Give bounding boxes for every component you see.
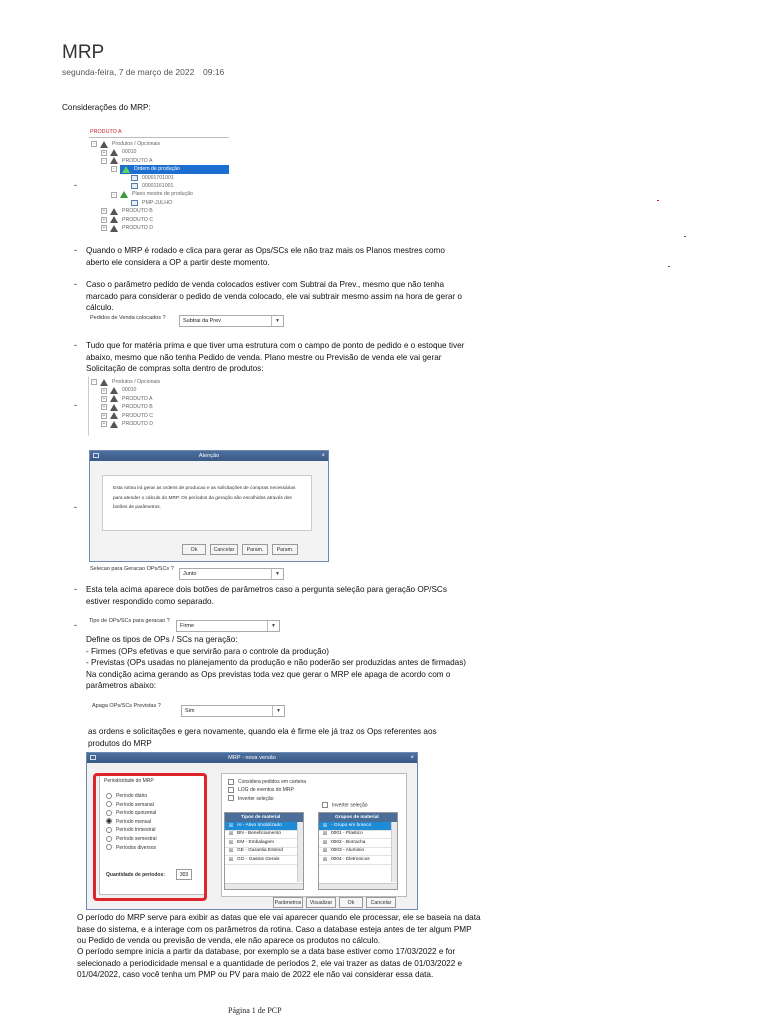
qty-label: Quantidade de períodos: [106, 872, 165, 878]
page-date: segunda-feira, 7 de março de 2022 [62, 67, 195, 77]
bullet-dash: - [74, 620, 77, 630]
apaga-select[interactable]: Sim ▼ [181, 705, 285, 717]
tipo-select[interactable]: Firme ▼ [176, 620, 280, 632]
chevron-down-icon: ▼ [267, 621, 279, 631]
param-button-1[interactable]: Param. [242, 544, 268, 555]
window-icon [90, 755, 96, 760]
param-button-2[interactable]: Param. [272, 544, 298, 555]
atencao-dialog [89, 450, 329, 562]
tree-node[interactable]: + PRODUTO C [102, 216, 154, 223]
bullet-dash: - [74, 340, 77, 350]
radio-period-diario[interactable]: Período diário [106, 792, 206, 801]
page-title: MRP [62, 42, 105, 63]
chevron-down-icon: ▼ [271, 569, 283, 579]
tree-node[interactable]: - PRODUTO A [89, 157, 229, 165]
stray-mark [657, 200, 659, 201]
bullet-dash: - [74, 584, 77, 594]
considera-pedidos-checkbox[interactable]: Considera pedidos em carteira [228, 778, 406, 786]
tree-screenshot-2 [88, 376, 230, 436]
scrollbar[interactable] [319, 883, 397, 889]
tree-node-selected[interactable]: - Ordem de produção [89, 165, 229, 173]
field-label: Tipo de OPs/SCs para geracao ? [89, 618, 170, 624]
dialog-message: Esta rotina irá gerar as ordens de producao e as solicitações de compras necessárias para atender o cálculo do MRP. Os períodos da geração são escolhidos através dos botões de parâmetros. [102, 475, 312, 531]
dialog-titlebar: MRP - nova versão × [87, 753, 417, 763]
bullet-dash: - [74, 180, 77, 190]
intro-heading: Considerações do MRP: [62, 103, 151, 112]
field-label: Apaga OPs/SCs Previstas ? [92, 703, 161, 709]
tree-node[interactable]: 00001701001 [89, 174, 229, 182]
radio-period-trimestral[interactable]: Período trimestral [106, 826, 206, 835]
table-row[interactable]: ☒ GG - Gastos Gerais [225, 856, 303, 865]
tree-node[interactable]: 00001161001 [89, 182, 229, 190]
close-icon[interactable]: × [321, 453, 325, 459]
scrollbar[interactable] [225, 883, 303, 889]
tipos-material-grid [224, 812, 304, 890]
table-row[interactable]: ☒ GE - Garantia Estend [225, 848, 303, 857]
parametros-button[interactable]: Parâmetros [273, 897, 303, 908]
paragraph-6: as ordens e solicitações e gera novamente, quando ela é firme ele já traz os Ops referentes aos produtos do MRP [88, 727, 437, 748]
tree-node[interactable]: + PRODUTO B [102, 208, 153, 215]
tree-header: PRODUTO A [89, 127, 229, 138]
tree-screenshot-1 [88, 126, 230, 238]
grupos-material-grid [318, 812, 398, 890]
table-row[interactable]: ☒ 0004 - Eletronicos [319, 856, 397, 865]
stray-mark [668, 266, 670, 267]
radio-period-semestral[interactable]: Período semestral [106, 835, 206, 844]
page-footer: Página 1 de PCP [228, 1006, 282, 1015]
tree-node[interactable]: + PRODUTO B [102, 404, 153, 411]
radio-period-diversos[interactable]: Períodos diversos [106, 844, 206, 853]
tree-node[interactable]: PMP-JULHO [89, 199, 229, 207]
table-row[interactable]: ☒ 0003 - Aluminio [319, 848, 397, 857]
paragraph-1: Quando o MRP é rodado e clica para gerar as Ops/SCs ele não traz mais os Planos mestres como aberto ele considera a OP a partir deste momento. [86, 246, 445, 267]
qty-input[interactable]: 303 [176, 869, 192, 880]
tree-node[interactable]: + PRODUTO C [102, 412, 154, 419]
log-eventos-checkbox[interactable]: LOG de eventos do MRP [228, 786, 406, 794]
table-row[interactable]: ☒ EM - Embalagem [225, 839, 303, 848]
chevron-down-icon: ▼ [271, 316, 283, 326]
paragraph-3: Tudo que for matéria prima e que tiver uma estrutura com o campo de ponto de pedido e o estoque tiver abaixo, mesmo que não tenha Pedido de venda. Plano mestre ou Previsão de venda ele vai gerar Solicitação de compras solta dentro de produtos: [86, 341, 465, 374]
selecao-select[interactable]: Junto ▼ [179, 568, 284, 580]
chevron-down-icon: ▼ [272, 706, 284, 716]
scrollbar[interactable] [391, 822, 397, 882]
group-label: Periodicidade do MRP [104, 778, 154, 784]
scrollbar[interactable] [297, 822, 303, 882]
pedidos-select[interactable]: Subtrai da Prev ▼ [179, 315, 284, 327]
paragraph-4: Esta tela acima aparece dois botões de parâmetros caso a pergunta seleção para geração OP/SCs estiver respondido como separado. [86, 585, 447, 606]
tree-node[interactable]: - Produtos / Opcionais [89, 140, 229, 148]
ok-button[interactable]: Ok [339, 897, 363, 908]
paragraph-7: O período do MRP serve para exibir as datas que ele vai aparecer quando ele processar, ele se baseia na data base do sistema, e a interage com os parâmetros da rotina. Caso a database esteja antes de ter algum PMP ou Pedido de venda ou previsão de venda, ele não aparece os produtos no cálculo. [77, 913, 481, 946]
inverter-selecao-checkbox[interactable]: Inverter seleção [228, 795, 406, 803]
stray-mark [684, 236, 686, 237]
paragraph-2: Caso o parâmetro pedido de venda colocados estiver com Subtrai da Prev., mesmo que não tenha marcado para considerar o pedido de venda colocado, ele vai subtrair mesmo assim na hora de gerar o cálculo. [86, 280, 462, 313]
bullet-dash: - [74, 245, 77, 255]
field-label: Selecao para Geracao OPs/SCs ? [90, 566, 174, 572]
highlight-box [93, 773, 207, 901]
tree-node[interactable]: - Produtos / Opcionais [89, 378, 229, 386]
bullet-dash: - [74, 279, 77, 289]
tree-node[interactable]: + 00010 [102, 387, 137, 394]
tree-node[interactable]: + PRODUTO A [102, 395, 153, 402]
table-row[interactable]: ☒ 0001 - Plastico [319, 831, 397, 840]
tree-node[interactable]: + PRODUTO D [102, 420, 154, 428]
table-row[interactable]: ☒ BN - Beneficiamento [225, 831, 303, 840]
cancel-button[interactable]: Cancelar [366, 897, 396, 908]
window-icon [93, 453, 99, 458]
tree-node[interactable]: + 00010 [102, 149, 137, 156]
radio-period-mensal[interactable]: Período mensal [106, 818, 206, 827]
radio-period-semanal[interactable]: Período semanal [106, 801, 206, 810]
grid-header: Grupos de material [319, 813, 397, 822]
grid-header: Tipos de material [225, 813, 303, 822]
bullet-dash: - [74, 502, 77, 512]
dialog-titlebar: Atenção × [90, 451, 328, 461]
tree-node[interactable]: - Plano mestre de produção [89, 190, 229, 198]
radio-period-quinzenal[interactable]: Período quinzenal [106, 809, 206, 818]
ok-button[interactable]: Ok [182, 544, 206, 555]
paragraph-5: Define os tipos de OPs / SCs na geração: - Firmes (OPs efetivas e que servirão para o controle da produção) - Previstas (OPs usadas no planejamento da produção e não poderão ser produzidas antes de firmadas) Na condição acima gerando as Ops previstas toda vez que gerar o MRP ele apaga de acordo com o parâmetros abaixo: [86, 635, 467, 691]
close-icon[interactable]: × [410, 755, 414, 761]
tree-node[interactable]: + PRODUTO D [102, 224, 154, 232]
options-panel [221, 773, 407, 897]
table-row[interactable]: ☒ - Grupo em branco [319, 822, 397, 831]
table-row[interactable]: ☒ AI - Ativo Imobilizado [225, 822, 303, 831]
table-row[interactable]: ☒ 0002 - Borracha [319, 839, 397, 848]
paragraph-8: O período sempre inicia a partir da database, por exemplo se a data base estiver como 17/03/2022 e for selecionado a periodicidade mensal e a quantidade de períodos 2, ele vai trazer as datas de 01/03/2022 e 01/04/2022, caso você tenha um PMP ou PV para maio de 2022 ele não vai considerar essa data. [77, 947, 463, 980]
page-time: 09:16 [203, 67, 225, 77]
field-label: Pedidos de Venda colocados ? [90, 315, 166, 321]
inverter-selecao-right-checkbox[interactable]: Inverter seleção [322, 802, 368, 808]
bullet-dash: - [74, 400, 77, 410]
visualizar-button[interactable]: Visualizar [306, 897, 336, 908]
mrp-dialog [86, 752, 418, 910]
cancel-button[interactable]: Cancelar [210, 544, 238, 555]
